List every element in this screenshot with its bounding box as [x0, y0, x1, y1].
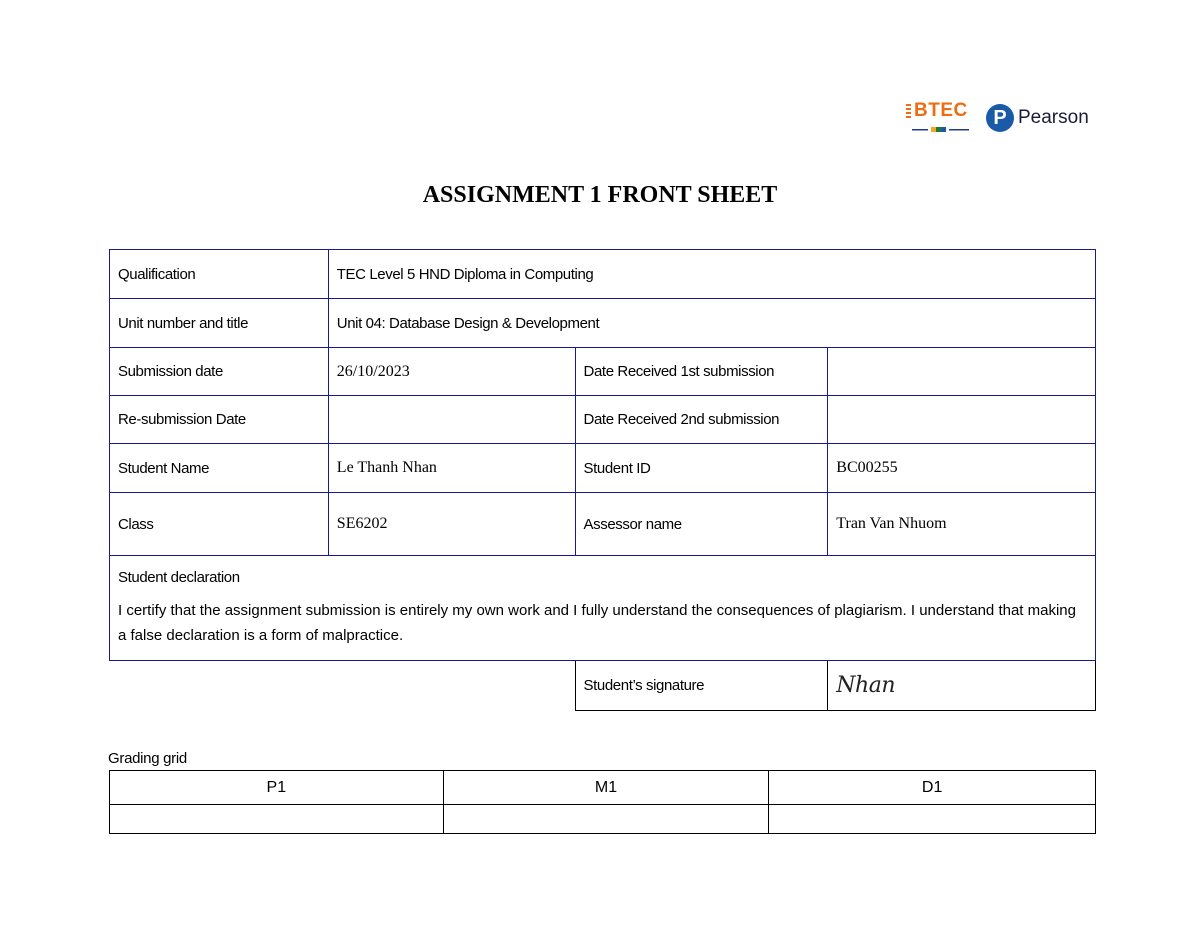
- grading-header-row: [110, 771, 1096, 805]
- class-row: [110, 493, 1096, 556]
- btec-logo: [906, 100, 970, 136]
- grading-value-d1: [769, 805, 1096, 834]
- signature-cell: [828, 661, 1096, 711]
- pearson-wordmark: Pearson: [1018, 107, 1089, 128]
- signature-label: Student’s signature: [575, 661, 828, 711]
- student-name-value: Le Thanh Nhan: [328, 444, 575, 493]
- grading-value-p1: [110, 805, 444, 834]
- date-received-2-label: Date Received 2nd submission: [575, 396, 828, 444]
- student-id-value: BC00255: [828, 444, 1096, 493]
- qualification-value: TEC Level 5 HND Diploma in Computing: [328, 250, 1095, 299]
- submission-date-label: Submission date: [110, 348, 329, 396]
- logos: [898, 96, 1090, 142]
- qualification-label: Qualification: [110, 250, 329, 299]
- declaration-row: [110, 556, 1096, 661]
- unit-value: Unit 04: Database Design & Development: [328, 299, 1095, 348]
- grading-value-row: [110, 805, 1096, 834]
- declaration-title: Student declaration: [118, 568, 240, 586]
- btec-wordmark: BTEC: [914, 100, 968, 121]
- class-value: SE6202: [328, 493, 575, 556]
- resubmission-row: [110, 396, 1096, 444]
- student-id-label: Student ID: [575, 444, 828, 493]
- date-received-1-label: Date Received 1st submission: [575, 348, 828, 396]
- signature-row: [110, 661, 1096, 711]
- signature-spacer: [110, 661, 576, 711]
- declaration-cell: [110, 556, 1096, 661]
- pearson-p-icon: P: [986, 104, 1014, 132]
- student-name-label: Student Name: [110, 444, 329, 493]
- fpt-logo-icon: [912, 127, 970, 133]
- grading-value-m1: [443, 805, 769, 834]
- grading-header-m1: M1: [443, 771, 769, 805]
- assessor-value: Tran Van Nhuom: [828, 493, 1096, 556]
- qualification-row: [110, 250, 1096, 299]
- student-signature: Nhan: [836, 673, 895, 698]
- page-title: ASSIGNMENT 1 FRONT SHEET: [422, 182, 778, 208]
- assessor-label: Assessor name: [575, 493, 828, 556]
- date-received-2-value: [828, 396, 1096, 444]
- resubmission-label: Re-submission Date: [110, 396, 329, 444]
- student-row: [110, 444, 1096, 493]
- submission-row: [110, 348, 1096, 396]
- unit-label: Unit number and title: [110, 299, 329, 348]
- date-received-1-value: [828, 348, 1096, 396]
- submission-date-value: 26/10/2023: [328, 348, 575, 396]
- grading-grid-label: Grading grid: [108, 750, 187, 767]
- grading-header-p1: P1: [110, 771, 444, 805]
- btec-bars-icon: [906, 103, 912, 123]
- resubmission-value: [328, 396, 575, 444]
- declaration-text: I certify that the assignment submission is entirely my own work and I fully understand the consequences of plagiarism. I understand that making a false declaration is a form of malpractice.: [118, 601, 1076, 644]
- front-sheet-table: [109, 249, 1096, 711]
- grading-header-d1: D1: [769, 771, 1096, 805]
- unit-row: [110, 299, 1096, 348]
- class-label: Class: [110, 493, 329, 556]
- grading-grid-table: [109, 770, 1096, 834]
